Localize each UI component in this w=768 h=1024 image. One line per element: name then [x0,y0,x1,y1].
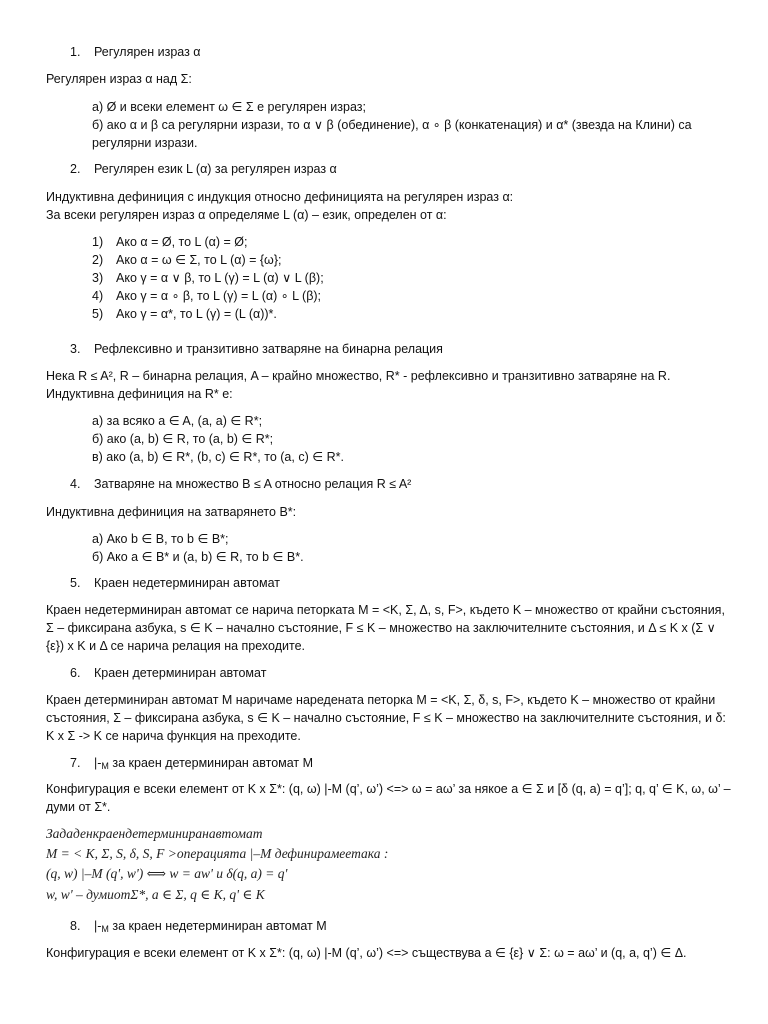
section-3-heading: 3. Рефлексивно и транзитивно затваряне на бинарна релация [70,342,443,356]
section-4-item-b: б) Ако a ∈ B* и (a, b) ∈ R, то b ∈ B*. [92,550,304,564]
section-1-heading: 1. Регулярен израз α [70,45,201,59]
section-6-body: Краен детерминиран автомат M наричаме наредената петорка M = <K, Σ, δ, s, F>, където K – множество от крайни състояния, Σ – фиксирана азбука, s ∈ K – начално състояние, F ≤ K – множество на заключителните състояния, и δ: K x Σ -> K се нарича функция на преходите. [46,693,726,743]
section-1-item-b: б) ако α и β са регулярни изрази, то α ∨ β (обединение), α ∘ β (конкатенация) и α* (звезда на Клини) са регулярни изрази. [92,118,692,150]
section-3-intro-2: Индуктивна дефиниция на R* е: [46,387,233,401]
section-4-intro: Индуктивна дефиниция на затварянето B*: [46,505,297,519]
section-2-intro-2: За всеки регулярен израз α определяме L (α) – език, определен от α: [46,208,447,222]
section-2-item-5: 5) Ако γ = α*, то L (γ) = (L (α))*. [92,307,277,321]
section-2-intro-1: Индуктивна дефиниция с индукция относно дефиницията на регулярен израз α: [46,190,514,204]
section-2-item-3: 3) Ако γ = α ∨ β, то L (γ) = L (α) ∨ L (β); [92,271,324,285]
section-2-item-4: 4) Ако γ = α ∘ β, то L (γ) = L (α) ∘ L (β); [92,289,322,303]
section-6-heading: 6. Краен детерминиран автомат [70,666,267,680]
section-3-item-a: а) за всяко a ∈ A, (a, a) ∈ R*; [92,414,263,428]
section-4-heading: 4. Затваряне на множество B ≤ A относно релация R ≤ A² [70,477,412,491]
section-4-item-a: а) Ако b ∈ B, то b ∈ B*; [92,532,229,546]
section-8-body: Конфигурация е всеки елемент от K x Σ*: (q, ω) |-M (q’, ω’) <=> съществува a ∈ {ε} ∨ Σ: ω = aω’ и (q, a, q’) ∈ Δ. [46,946,687,960]
section-7-formula-line-1: Зададенкраендетерминиранавтомат [46,826,263,841]
section-7-body: Конфигурация е всеки елемент от K x Σ*: (q, ω) |-M (q’, ω’) <=> ω = aω’ за някое a ∈ Σ и [δ (q, a) = q’]; q, q’ ∈ K, ω, ω’ – думи от Σ*. [46,782,731,814]
section-3-item-c: в) ако (a, b) ∈ R*, (b, c) ∈ R*, то (a, c) ∈ R*. [92,450,344,464]
section-5-body: Краен недетерминиран автомат се нарича петорката M = <K, Σ, Δ, s, F>, където K – множество от крайни състояния, Σ – фиксирана азбука, s ∈ K – начално състояние, F ≤ K – множество на заключителните състояния, и Δ ≤ K x (Σ ∨ {ε}) x K и Δ се нарича релация на преходите. [46,603,725,653]
section-3-intro-1: Нека R ≤ A², R – бинарна релация, A – крайно множество, R* - рефлексивно и транзитивно затваряне на R. [46,369,671,383]
section-7-formula-line-2: M = < K, Σ, S, δ, S, F >операцията |–M дефинирамеетака : [46,846,389,861]
section-2-heading: 2. Регулярен език L (α) за регулярен израз α [70,162,337,176]
section-7-heading: 7. |-M за краен детерминиран автомат M [70,756,314,771]
section-1-intro: Регулярен израз α над Σ: [46,72,192,86]
section-1-item-a: а) Ø и всеки елемент ω ∈ Σ е регулярен израз; [92,100,366,114]
section-8-heading: 8. |-M за краен недетерминиран автомат M [70,919,327,934]
section-7-formula-line-4: w, w' – думиотΣ*, a ∈ Σ, q ∈ K, q' ∈ K [46,887,265,902]
section-3-item-b: б) ако (a, b) ∈ R, то (a, b) ∈ R*; [92,432,274,446]
section-2-item-1: 1) Ако α = Ø, то L (α) = Ø; [92,235,248,249]
section-2-item-2: 2) Ако α = ω ∈ Σ, то L (α) = {ω}; [92,253,282,267]
section-5-heading: 5. Краен недетерминиран автомат [70,576,281,590]
section-7-formula-line-3: (q, w) |–M (q', w') ⟺ w = aw' и δ(q, a) = q' [46,866,288,881]
